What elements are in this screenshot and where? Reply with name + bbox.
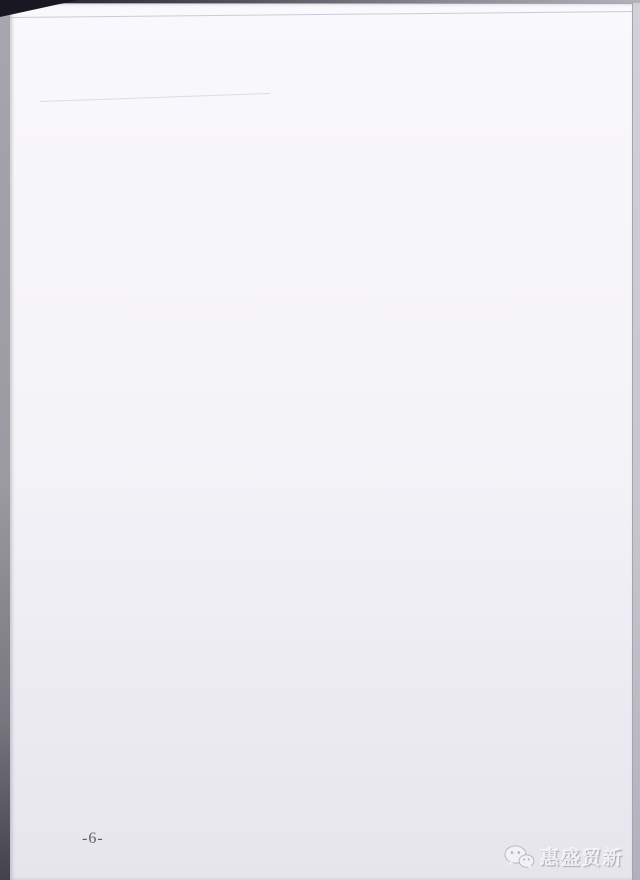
page-edge-line (10, 11, 640, 18)
scan-right-edge (632, 0, 640, 880)
scanner-top-edge (0, 0, 640, 3)
paper-crease (40, 93, 270, 102)
wechat-icon (503, 844, 535, 870)
watermark-label: 惠盛贸新 (539, 848, 624, 869)
scanned-page (10, 4, 632, 880)
page-number: -6- (82, 830, 104, 847)
watermark (503, 843, 624, 870)
